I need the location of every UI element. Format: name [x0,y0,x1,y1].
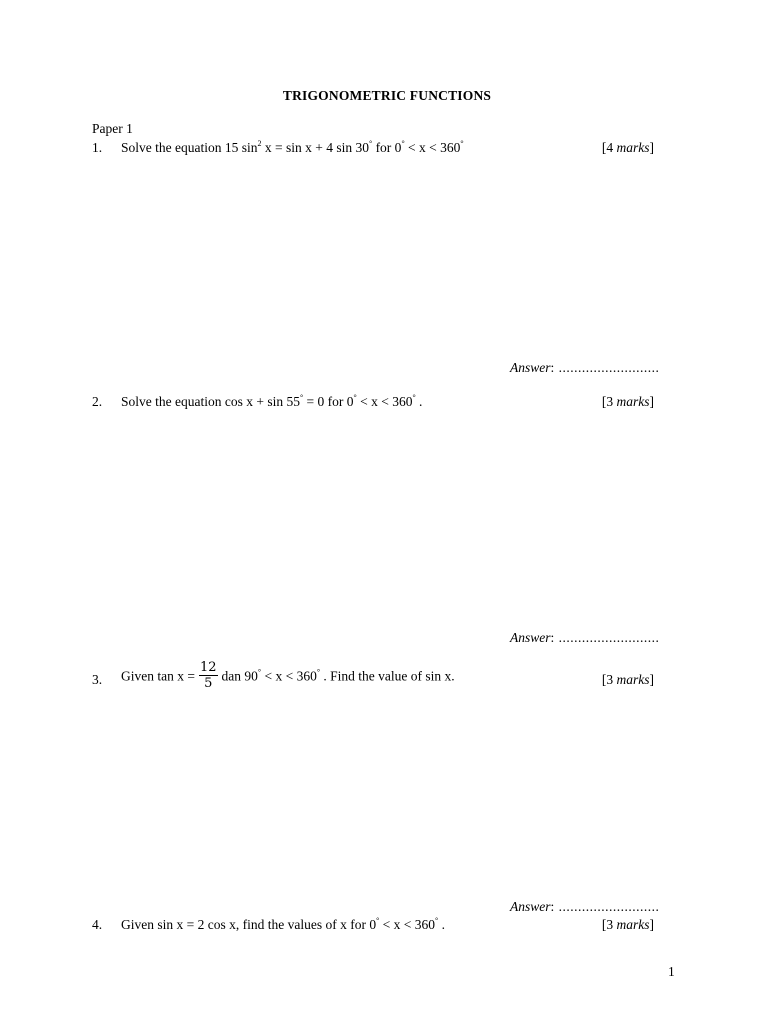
marks-label: [4 marks] [601,140,654,155]
question-number: 1. [92,140,103,155]
question-number: 4. [92,917,103,932]
fraction-12-over-5: $\frac{12}{5}$ [199,660,217,691]
question-text: Solve the equation 15 $\sin^2 x = \sin x + 4$ sin 30° for 0° < x < 360° [121,139,464,155]
document-title: TRIGONOMETRIC FUNCTIONS [282,88,492,103]
question-number: 3. [92,672,103,687]
question-3 [92,660,672,692]
question-text: Given sin x = 2 cos x, find the values of x for 0° < x < 360° . [121,916,445,932]
answer-line-2: Answer: .......................... [510,630,660,645]
paper-label: Paper 1 [92,121,133,136]
question-4 [92,917,672,937]
question-1 [92,140,672,160]
answer-line-1: Answer: .......................... [510,360,660,375]
question-2 [92,394,672,414]
question-text: Given tan x = $\frac{12}{5}$ dan 90° < x < 360° . Find the value of sin x. [121,660,455,691]
marks-label: [3 marks] [601,672,654,687]
answer-line-3: Answer: .......................... [510,899,660,914]
question-text: Solve the equation cos x + sin 55° = 0 for 0° < x < 360° . [121,393,423,409]
page-number: 1 [668,964,675,979]
marks-label: [3 marks] [601,917,654,932]
question-number: 2. [92,394,103,409]
marks-label: [3 marks] [601,394,654,409]
